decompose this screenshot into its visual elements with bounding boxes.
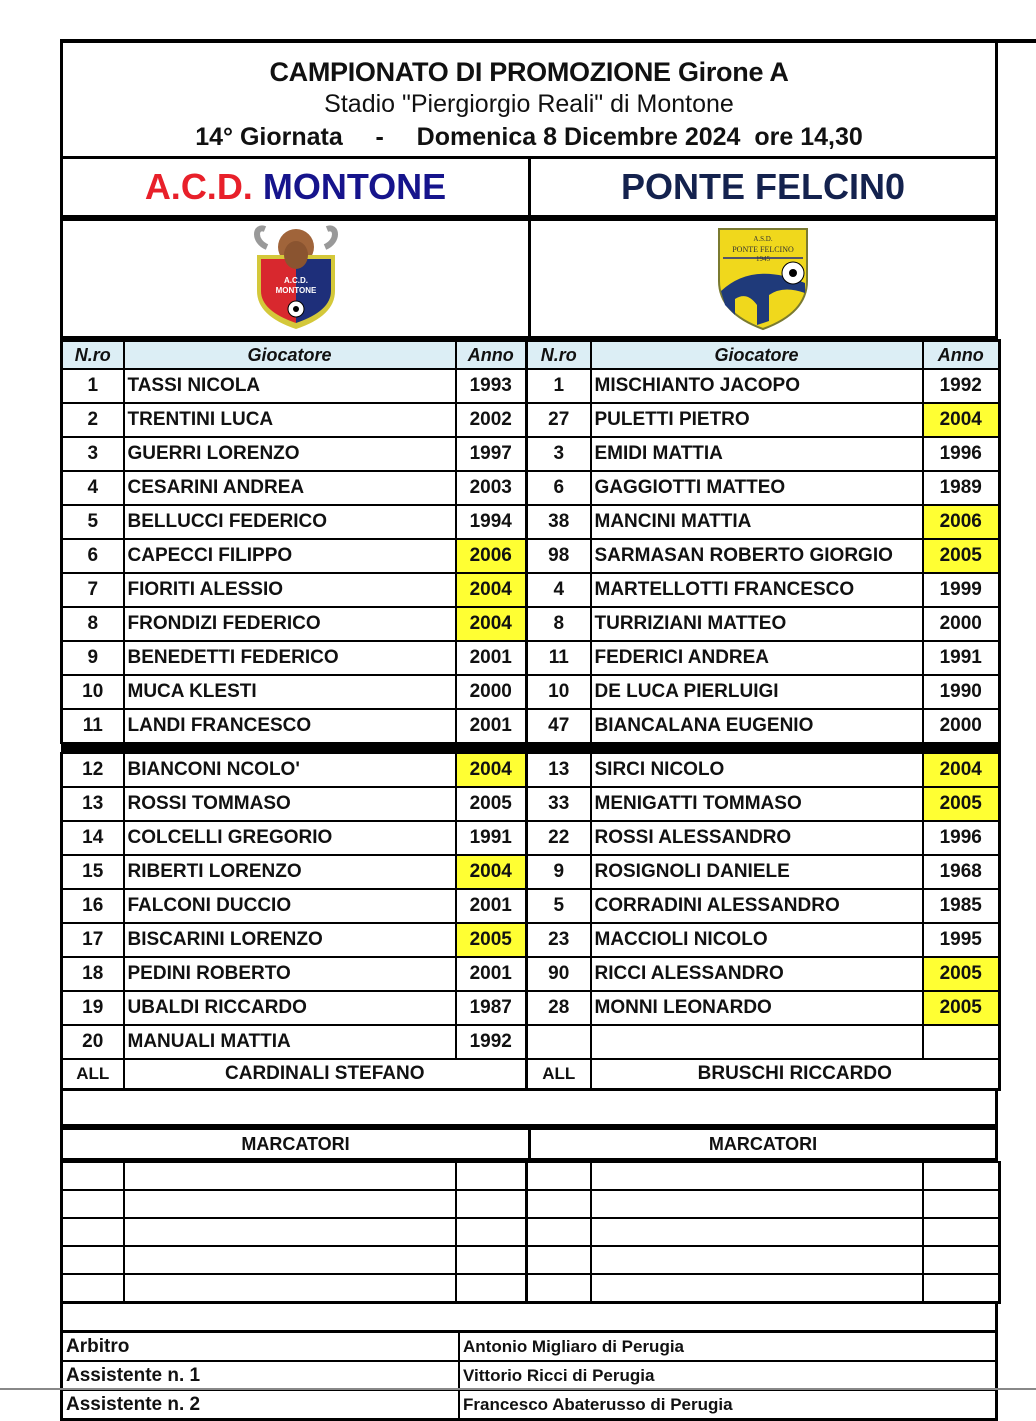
away-player-number: 3 <box>527 437 591 471</box>
away-player-name: SIRCI NICOLO <box>591 753 923 787</box>
home-team-name <box>62 158 530 217</box>
home-player-name: CAPECCI FILIPPO <box>124 539 456 573</box>
away-scorer-number-field[interactable] <box>527 1246 591 1274</box>
substitute-row <box>62 855 1000 889</box>
away-player-number: 23 <box>527 923 591 957</box>
away-player-number: 1 <box>527 369 591 403</box>
away-logo-line1: A.S.D. <box>753 235 773 243</box>
away-player-name: EMIDI MATTIA <box>591 437 923 471</box>
home-player-number: 6 <box>62 539 124 573</box>
away-player-name: DE LUCA PIERLUIGI <box>591 675 923 709</box>
official-name: Francesco Abaterusso di Perugia <box>459 1390 997 1420</box>
matchday: 14° Giornata <box>195 123 343 151</box>
home-player-number: 13 <box>62 787 124 821</box>
home-player-year: 1992 <box>456 1025 527 1059</box>
scorer-row <box>62 1190 1000 1218</box>
home-player-name: LANDI FRANCESCO <box>124 709 456 743</box>
away-player-number: 10 <box>527 675 591 709</box>
home-scorer-name-field[interactable] <box>124 1274 456 1303</box>
home-player-year: 2004 <box>456 607 527 641</box>
home-player-name: BISCARINI LORENZO <box>124 923 456 957</box>
away-player-year: 2000 <box>923 709 1000 743</box>
away-player-number: 27 <box>527 403 591 437</box>
home-player-number: 1 <box>62 369 124 403</box>
home-player-year: 2003 <box>456 471 527 505</box>
away-player-name: FEDERICI ANDREA <box>591 641 923 675</box>
away-player-number: 4 <box>527 573 591 607</box>
home-player-name: BENEDETTI FEDERICO <box>124 641 456 675</box>
away-player-number: 90 <box>527 957 591 991</box>
home-player-number: 10 <box>62 675 124 709</box>
home-scorers-label: MARCATORI <box>62 1129 530 1160</box>
away-player-name: BIANCALANA EUGENIO <box>591 709 923 743</box>
home-player-year: 1997 <box>456 437 527 471</box>
away-scorer-minute-field[interactable] <box>923 1218 1000 1246</box>
home-player-year: 2004 <box>456 573 527 607</box>
away-player-year: 1992 <box>923 369 1000 403</box>
home-player-year: 2001 <box>456 957 527 991</box>
home-player-header: Giocatore <box>124 341 456 370</box>
official-row <box>62 1390 997 1420</box>
away-player-name: MACCIOLI NICOLO <box>591 923 923 957</box>
away-scorers-label: MARCATORI <box>530 1129 997 1160</box>
home-scorer-name-field[interactable] <box>124 1218 456 1246</box>
away-player-name: RICCI ALESSANDRO <box>591 957 923 991</box>
roster-table <box>60 339 1001 1091</box>
home-player-year: 2002 <box>456 403 527 437</box>
home-scorer-name-field[interactable] <box>124 1162 456 1190</box>
substitute-row <box>62 991 1000 1025</box>
home-logo-line2: MONTONE <box>275 286 316 295</box>
scorer-row <box>62 1162 1000 1190</box>
substitute-row <box>62 787 1000 821</box>
scorers-table <box>60 1161 1001 1304</box>
home-player-number: 14 <box>62 821 124 855</box>
championship-title: CAMPIONATO DI PROMOZIONE Girone A <box>269 57 789 87</box>
home-player-name: MANUALI MATTIA <box>124 1025 456 1059</box>
home-scorer-minute-field[interactable] <box>456 1190 527 1218</box>
home-player-number: 19 <box>62 991 124 1025</box>
away-scorer-name-field[interactable] <box>591 1274 923 1303</box>
official-name: Antonio Migliaro di Perugia <box>459 1332 997 1362</box>
home-player-year: 1987 <box>456 991 527 1025</box>
away-coach-label: ALL <box>527 1059 591 1090</box>
away-player-number: 13 <box>527 753 591 787</box>
away-player-name: GAGGIOTTI MATTEO <box>591 471 923 505</box>
away-logo-line2: PONTE FELCINO <box>732 245 794 254</box>
home-player-year: 2006 <box>456 539 527 573</box>
away-player-year: 2005 <box>923 539 1000 573</box>
starter-row <box>62 437 1000 471</box>
coaches-row <box>62 1059 1000 1090</box>
home-player-year: 2000 <box>456 675 527 709</box>
team-logos <box>60 218 998 339</box>
away-player-year: 1996 <box>923 437 1000 471</box>
away-player-year: 1985 <box>923 889 1000 923</box>
divider-cell <box>591 743 923 753</box>
away-player-year: 2000 <box>923 607 1000 641</box>
away-coach-name: BRUSCHI RICCARDO <box>591 1059 1000 1090</box>
home-year-header: Anno <box>456 341 527 370</box>
home-number-header: N.ro <box>62 341 124 370</box>
home-player-name: RIBERTI LORENZO <box>124 855 456 889</box>
scorer-row <box>62 1246 1000 1274</box>
home-player-year: 2001 <box>456 641 527 675</box>
home-scorer-number-field[interactable] <box>62 1162 124 1190</box>
home-player-number: 17 <box>62 923 124 957</box>
away-player-number: 38 <box>527 505 591 539</box>
away-scorer-name-field[interactable] <box>591 1246 923 1274</box>
home-player-name: CESARINI ANDREA <box>124 471 456 505</box>
home-player-number: 4 <box>62 471 124 505</box>
starter-row <box>62 709 1000 743</box>
away-scorer-name-field[interactable] <box>591 1218 923 1246</box>
starter-row <box>62 641 1000 675</box>
away-scorer-number-field[interactable] <box>527 1190 591 1218</box>
away-player-year: 2005 <box>923 991 1000 1025</box>
away-player-year: 2005 <box>923 957 1000 991</box>
home-player-year: 2001 <box>456 889 527 923</box>
home-player-year: 2005 <box>456 787 527 821</box>
home-player-name: ROSSI TOMMASO <box>124 787 456 821</box>
away-player-name: MANCINI MATTIA <box>591 505 923 539</box>
team-names <box>60 156 998 218</box>
home-scorer-number-field[interactable] <box>62 1246 124 1274</box>
away-player-name: CORRADINI ALESSANDRO <box>591 889 923 923</box>
home-player-number: 5 <box>62 505 124 539</box>
away-player-name: MISCHIANTO JACOPO <box>591 369 923 403</box>
away-scorer-number-field[interactable] <box>527 1218 591 1246</box>
starter-row <box>62 471 1000 505</box>
home-player-number: 20 <box>62 1025 124 1059</box>
home-player-number: 15 <box>62 855 124 889</box>
separator: - <box>375 123 384 151</box>
home-team-title: MONTONE <box>262 166 447 207</box>
match-info <box>63 121 995 154</box>
away-scorer-name-field[interactable] <box>591 1162 923 1190</box>
home-scorer-minute-field[interactable] <box>456 1246 527 1274</box>
official-row <box>62 1361 997 1390</box>
stadium-name: Stadio "Piergiorgio Reali" di Montone <box>324 90 734 118</box>
substitute-row <box>62 753 1000 787</box>
official-name: Vittorio Ricci di Perugia <box>459 1361 997 1390</box>
away-logo-cell <box>530 220 997 338</box>
away-scorer-name-field[interactable] <box>591 1190 923 1218</box>
official-role: Assistente n. 1 <box>62 1361 460 1390</box>
home-player-name: UBALDI RICCARDO <box>124 991 456 1025</box>
home-scorer-name-field[interactable] <box>124 1190 456 1218</box>
away-year-header: Anno <box>923 341 1000 370</box>
date-time: Domenica 8 Dicembre 2024 ore 14,30 <box>416 123 863 151</box>
divider-cell <box>456 743 527 753</box>
away-scorer-number-field[interactable] <box>527 1274 591 1303</box>
home-scorer-number-field[interactable] <box>62 1274 124 1303</box>
away-player-name: ROSIGNOLI DANIELE <box>591 855 923 889</box>
away-player-year: 1999 <box>923 573 1000 607</box>
home-player-number: 9 <box>62 641 124 675</box>
substitute-row <box>62 1025 1000 1059</box>
away-player-number: 8 <box>527 607 591 641</box>
home-player-year: 2001 <box>456 709 527 743</box>
starter-row <box>62 607 1000 641</box>
away-player-year: 1991 <box>923 641 1000 675</box>
away-player-name: PULETTI PIETRO <box>591 403 923 437</box>
starters-substitutes-divider <box>62 743 1000 753</box>
away-player-year: 1968 <box>923 855 1000 889</box>
home-logo-cell <box>62 220 530 338</box>
home-scorer-number-field[interactable] <box>62 1218 124 1246</box>
match-sheet <box>60 40 998 1421</box>
starter-row <box>62 369 1000 403</box>
away-player-header: Giocatore <box>591 341 923 370</box>
montone-crest-icon <box>251 221 341 331</box>
away-team-name: PONTE FELCIN0 <box>530 158 997 217</box>
away-player-name: MONNI LEONARDO <box>591 991 923 1025</box>
home-player-name: COLCELLI GREGORIO <box>124 821 456 855</box>
away-player-year: 1990 <box>923 675 1000 709</box>
away-player-number: 28 <box>527 991 591 1025</box>
away-player-year: 2004 <box>923 403 1000 437</box>
home-player-number: 18 <box>62 957 124 991</box>
home-player-number: 3 <box>62 437 124 471</box>
away-player-year: 1995 <box>923 923 1000 957</box>
away-number-header: N.ro <box>527 341 591 370</box>
blank-row <box>60 1091 998 1127</box>
starter-row <box>62 539 1000 573</box>
divider-cell <box>527 743 591 753</box>
blank-gap <box>60 1304 998 1330</box>
officials-table <box>60 1330 998 1421</box>
away-player-year: 2004 <box>923 753 1000 787</box>
away-player-number: 6 <box>527 471 591 505</box>
divider-cell <box>923 743 1000 753</box>
home-scorer-name-field[interactable] <box>124 1246 456 1274</box>
starter-row <box>62 675 1000 709</box>
home-logo-line1: A.C.D. <box>283 276 308 285</box>
home-player-year: 1993 <box>456 369 527 403</box>
home-player-number: 11 <box>62 709 124 743</box>
home-scorer-minute-field[interactable] <box>456 1218 527 1246</box>
home-player-name: FALCONI DUCCIO <box>124 889 456 923</box>
away-player-number: 9 <box>527 855 591 889</box>
home-coach-label: ALL <box>62 1059 124 1090</box>
home-coach-name: CARDINALI STEFANO <box>124 1059 527 1090</box>
home-scorer-minute-field[interactable] <box>456 1162 527 1190</box>
home-player-year: 2004 <box>456 855 527 889</box>
official-role: Assistente n. 2 <box>62 1390 460 1420</box>
away-player-number: 22 <box>527 821 591 855</box>
away-player-number: 5 <box>527 889 591 923</box>
home-player-year: 1994 <box>456 505 527 539</box>
substitute-row <box>62 957 1000 991</box>
away-player-name: ROSSI ALESSANDRO <box>591 821 923 855</box>
scorer-row <box>62 1274 1000 1303</box>
scorers-header <box>60 1127 998 1161</box>
home-player-name: PEDINI ROBERTO <box>124 957 456 991</box>
away-player-name: MENIGATTI TOMMASO <box>591 787 923 821</box>
home-player-number: 12 <box>62 753 124 787</box>
home-scorer-minute-field[interactable] <box>456 1274 527 1303</box>
away-player-year: 1996 <box>923 821 1000 855</box>
away-player-year <box>923 1025 1000 1059</box>
away-player-number: 47 <box>527 709 591 743</box>
home-player-name: FIORITI ALESSIO <box>124 573 456 607</box>
home-scorer-number-field[interactable] <box>62 1190 124 1218</box>
away-logo-line3: 1945 <box>756 255 770 263</box>
home-player-name: FRONDIZI FEDERICO <box>124 607 456 641</box>
home-player-number: 8 <box>62 607 124 641</box>
starter-row <box>62 573 1000 607</box>
away-player-year: 2006 <box>923 505 1000 539</box>
official-role: Arbitro <box>62 1332 460 1362</box>
ponte-felcino-crest-icon <box>713 221 813 331</box>
home-player-year: 2004 <box>456 753 527 787</box>
home-player-name: TRENTINI LUCA <box>124 403 456 437</box>
starter-row <box>62 505 1000 539</box>
away-scorer-minute-field[interactable] <box>923 1246 1000 1274</box>
away-player-number: 98 <box>527 539 591 573</box>
home-player-year: 2005 <box>456 923 527 957</box>
away-player-number: 11 <box>527 641 591 675</box>
home-team-prefix: A.C.D. <box>144 166 253 207</box>
substitute-row <box>62 923 1000 957</box>
home-player-name: BIANCONI NCOLO' <box>124 753 456 787</box>
away-scorer-minute-field[interactable] <box>923 1274 1000 1303</box>
roster-header-row <box>62 341 1000 370</box>
match-header <box>60 40 998 156</box>
official-row <box>62 1332 997 1362</box>
away-player-number <box>527 1025 591 1059</box>
away-player-name: TURRIZIANI MATTEO <box>591 607 923 641</box>
away-player-name: MARTELLOTTI FRANCESCO <box>591 573 923 607</box>
bottom-divider <box>0 1388 1036 1390</box>
home-player-number: 7 <box>62 573 124 607</box>
away-player-name: SARMASAN ROBERTO GIORGIO <box>591 539 923 573</box>
divider-cell <box>124 743 456 753</box>
home-player-name: BELLUCCI FEDERICO <box>124 505 456 539</box>
starter-row <box>62 403 1000 437</box>
home-player-name: TASSI NICOLA <box>124 369 456 403</box>
home-player-number: 2 <box>62 403 124 437</box>
away-scorer-minute-field[interactable] <box>923 1162 1000 1190</box>
away-player-year: 1989 <box>923 471 1000 505</box>
away-player-number: 33 <box>527 787 591 821</box>
home-player-name: GUERRI LORENZO <box>124 437 456 471</box>
away-player-year: 2005 <box>923 787 1000 821</box>
scorer-row <box>62 1218 1000 1246</box>
away-scorer-minute-field[interactable] <box>923 1190 1000 1218</box>
home-player-year: 1991 <box>456 821 527 855</box>
substitute-row <box>62 821 1000 855</box>
home-player-name: MUCA KLESTI <box>124 675 456 709</box>
away-scorer-number-field[interactable] <box>527 1162 591 1190</box>
divider-cell <box>62 743 124 753</box>
home-player-number: 16 <box>62 889 124 923</box>
away-player-name <box>591 1025 923 1059</box>
substitute-row <box>62 889 1000 923</box>
